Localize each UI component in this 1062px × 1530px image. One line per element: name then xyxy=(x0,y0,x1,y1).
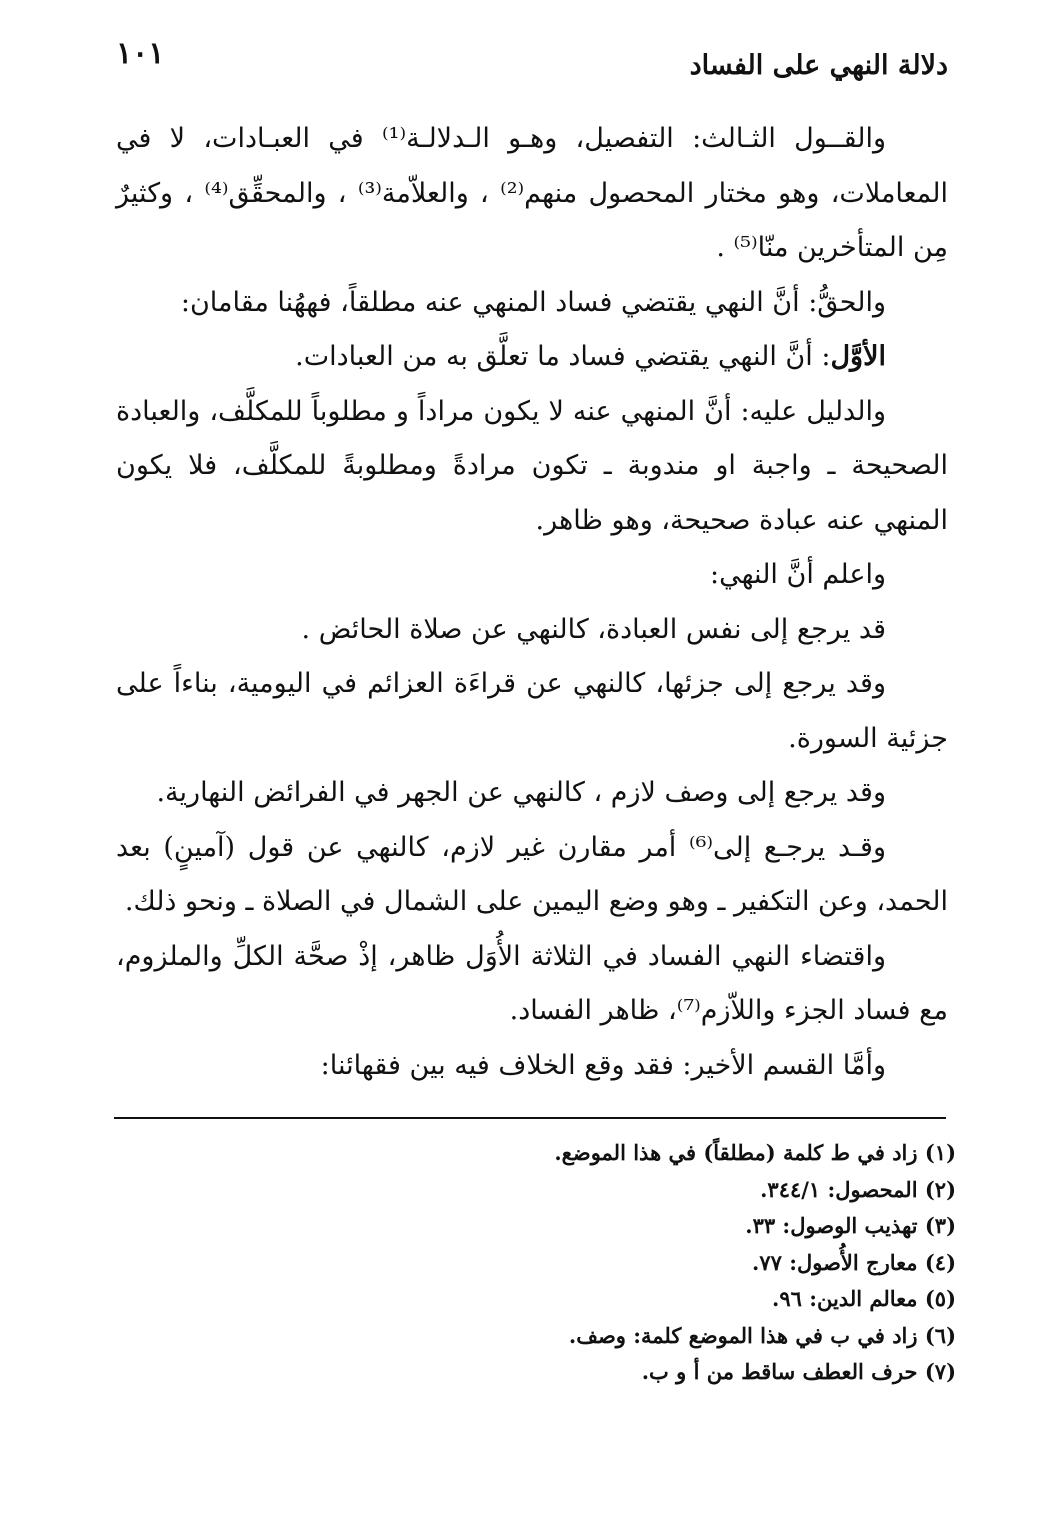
paragraph-last-section: وأمَّا القسم الأخير: فقد وقع الخلاف فيه بين فقهائنا: xyxy=(320,1049,886,1081)
footnote-2: (٢) المحصول: ٣٤٤/١. xyxy=(760,1176,956,1202)
paragraph-know: واعلم أنَّ النهي: xyxy=(710,559,886,590)
first-keyword: الأوَّل xyxy=(830,341,886,372)
paragraph-case-1: قد يرجع إلى نفس العبادة، كالنهي عن صلاة الحائض . xyxy=(301,613,886,645)
footnotes xyxy=(116,1135,956,1391)
paragraph-third-opinion: والقــول الثـالث: التفصيل، وهـو الـدلالـة⁽¹⁾ في العبـادات، لا في المعاملات، وهو مختار المحصول منهم⁽²⁾ ، والعلاّمة⁽³⁾ ، والمحقِّق⁽⁴⁾ ، وكثيرٌ مِن المتأخرين منّا⁽⁵⁾ . xyxy=(116,123,948,263)
footnote-4: (٤) معارج الأُصول: ٧٧. xyxy=(752,1249,956,1275)
running-title: دلالة النهي على الفساد xyxy=(689,50,948,81)
paragraph-case-4: وقـد يرجـع إلى⁽⁶⁾ أمر مقارن غير لازم، كالنهي عن قول (آمينٍ) بعد الحمد، وعن التكفير ـ وهو وضع اليمين على الشمال في الصلاة ـ ونحو ذلك. xyxy=(116,831,948,917)
first-station-text: : أنَّ النهي يقتضي فساد ما تعلَّق به من العبادات. xyxy=(295,341,831,372)
footnote-divider xyxy=(114,1117,946,1119)
footnote-7: (٧) حرف العطف ساقط من أ و ب. xyxy=(641,1359,956,1384)
footnote-1: (١) زاد في ط كلمة (مطلقاً) في هذا الموضع. xyxy=(554,1140,956,1165)
main-text xyxy=(116,112,948,1093)
footnote-3: (٣) تهذيب الوصول: ٣٣. xyxy=(745,1213,956,1238)
page-number: ١٠١ xyxy=(116,36,165,71)
paragraph-evidence: والدليل عليه: أنَّ المنهي عنه لا يكون مراداً و مطلوباً للمكلَّف، والعبادة الصحيحة ـ واجبة او مندوبة ـ تكون مرادةً ومطلوبةً للمكلَّف، فلا يكون المنهي عنه عبادة صحيحة، وهو ظاهر. xyxy=(116,395,948,536)
paragraph-implication: واقتضاء النهي الفساد في الثلاثة الأُوَل ظاهر، إذْ صحَّة الكلِّ والملزوم، مع فساد الجزء واللاّزم⁽⁷⁾، ظاهر الفساد. xyxy=(116,940,948,1026)
footnote-6: (٦) زاد في ب في هذا الموضع كلمة: وصف. xyxy=(568,1322,956,1348)
paragraph-first-station xyxy=(116,330,948,385)
paragraph-truth: والحقُّ: أنَّ النهي يقتضي فساد المنهي عنه مطلقاً، فههُنا مقامان: xyxy=(180,286,886,318)
footnote-5: (٥) معالم الدين: ٩٦. xyxy=(772,1286,956,1311)
paragraph-case-2: وقد يرجع إلى جزئها، كالنهي عن قراءَة العزائم في اليومية، بناءاً على جزئية السورة. xyxy=(116,668,948,754)
paragraph-case-3: وقد يرجع إلى وصف لازم ، كالنهي عن الجهر في الفرائض النهارية. xyxy=(156,777,886,808)
